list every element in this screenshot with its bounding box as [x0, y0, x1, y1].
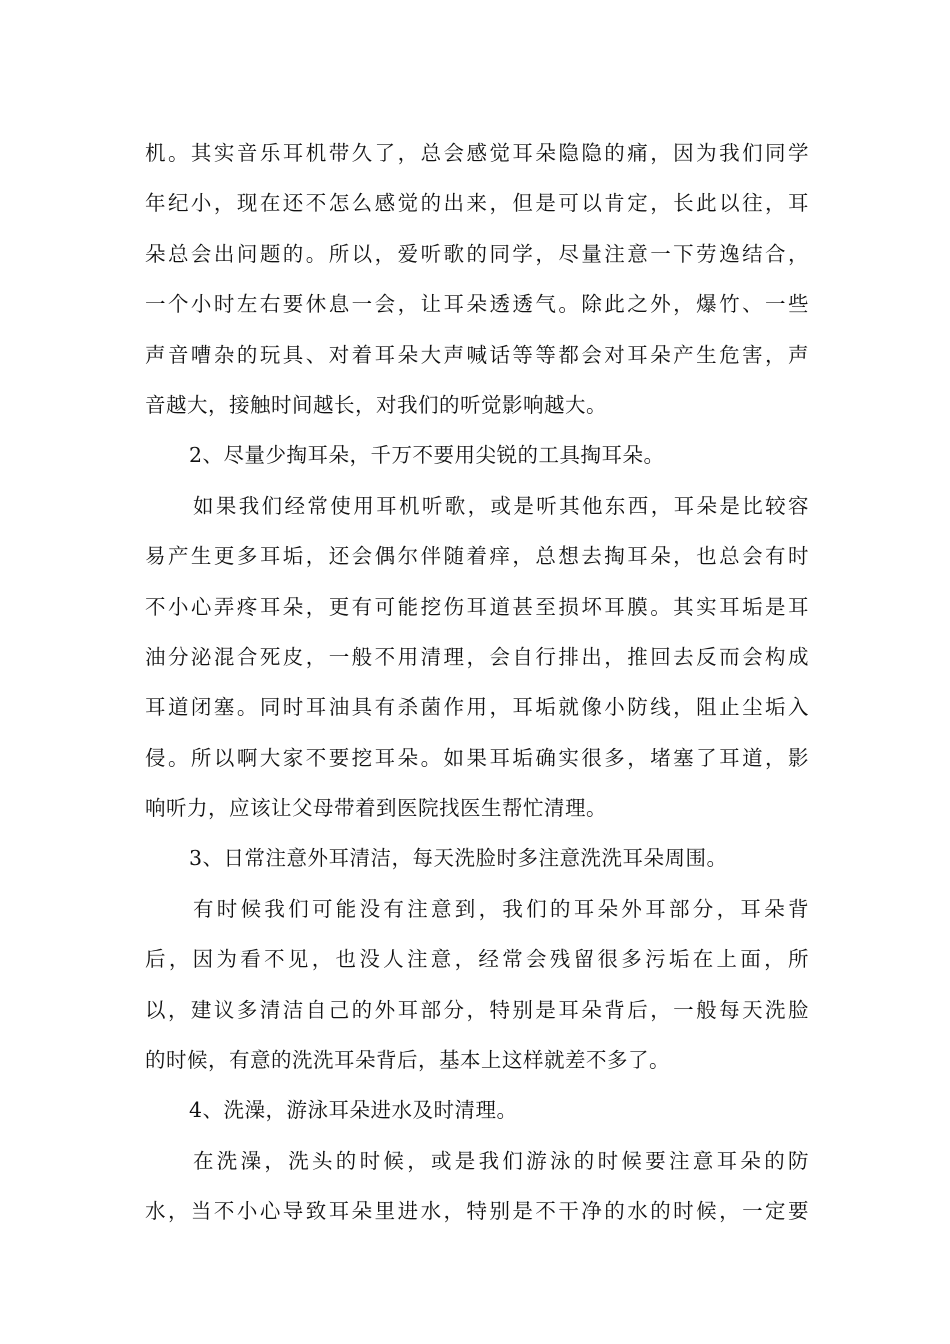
- text-line: 以，建议多清洁自己的外耳部分，特别是耳朵背后，一般每天洗脸: [145, 997, 809, 1022]
- text-line: 如果我们经常使用耳机听歌，或是听其他东西，耳朵是比较容: [193, 493, 809, 518]
- text-line: 易产生更多耳垢，还会偶尔伴随着痒，总想去掏耳朵，也总会有时: [145, 544, 809, 569]
- section-heading: 4、洗澡，游泳耳朵进水及时清理。: [189, 1098, 518, 1123]
- text-line: 在洗澡，洗头的时候，或是我们游泳的时候要注意耳朵的防: [193, 1148, 809, 1173]
- section-heading: 2、尽量少掏耳朵，千万不要用尖锐的工具掏耳朵。: [189, 443, 665, 468]
- text-line: 响听力，应该让父母带着到医院找医生帮忙清理。: [145, 796, 607, 821]
- text-line: 声音嘈杂的玩具、对着耳朵大声喊话等等都会对耳朵产生危害，声: [145, 342, 809, 367]
- text-line: 朵总会出问题的。所以，爱听歌的同学，尽量注意一下劳逸结合，: [145, 241, 809, 266]
- text-line: 一个小时左右要休息一会，让耳朵透透气。除此之外，爆竹、一些: [145, 292, 809, 317]
- text-line: 后，因为看不见，也没人注意，经常会残留很多污垢在上面，所: [145, 947, 809, 972]
- text-line: 音越大，接触时间越长，对我们的听觉影响越大。: [145, 392, 607, 417]
- text-line: 耳道闭塞。同时耳油具有杀菌作用，耳垢就像小防线，阻止尘垢入: [145, 695, 809, 720]
- text-line: 有时候我们可能没有注意到，我们的耳朵外耳部分，耳朵背: [193, 896, 809, 921]
- text-line: 年纪小，现在还不怎么感觉的出来，但是可以肯定，长此以往，耳: [145, 191, 809, 216]
- document-body: [145, 128, 809, 1237]
- text-line: 不小心弄疼耳朵，更有可能挖伤耳道甚至损坏耳膜。其实耳垢是耳: [145, 594, 809, 619]
- text-line: 侵。所以啊大家不要挖耳朵。如果耳垢确实很多，堵塞了耳道，影: [145, 745, 809, 770]
- text-line: 的时候，有意的洗洗耳朵背后，基本上这样就差不多了。: [145, 1048, 670, 1073]
- section-heading: 3、日常注意外耳清洁，每天洗脸时多注意洗洗耳朵周围。: [189, 846, 728, 871]
- text-line: 油分泌混合死皮，一般不用清理，会自行排出，推回去反而会构成: [145, 644, 809, 669]
- text-line: 水，当不小心导致耳朵里进水，特别是不干净的水的时候，一定要: [145, 1199, 809, 1224]
- text-line: 机。其实音乐耳机带久了，总会感觉耳朵隐隐的痛，因为我们同学: [145, 141, 809, 165]
